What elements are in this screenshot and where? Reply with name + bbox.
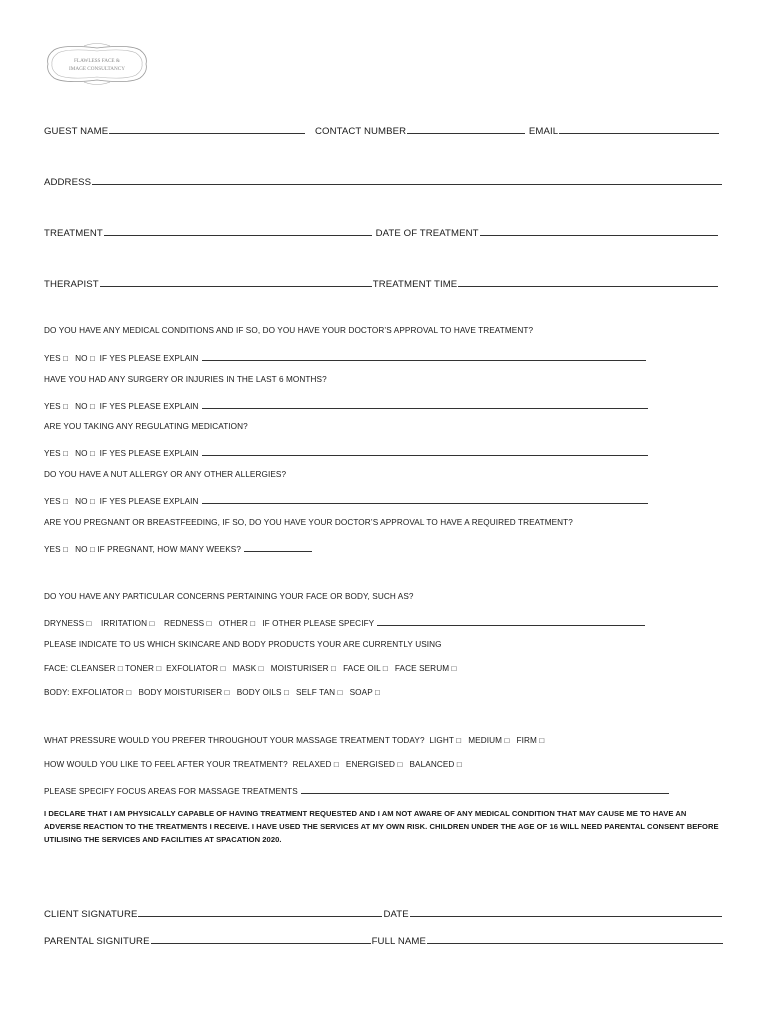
question-medical-conditions: DO YOU HAVE ANY MEDICAL CONDITIONS AND IF SO, DO YOU HAVE YOUR DOCTOR’S APPROVAL TO HAVE TREATMENT? xyxy=(44,326,534,335)
declaration-text: I DECLARE THAT I AM PHYSICALLY CAPABLE OF HAVING TREATMENT REQUESTED AND I AM NOT AWARE OF ANY MEDICAL CONDITION THAT MAY CAUSE ME TO HAVE AN ADVERSE REACTION TO THE TREATMENTS I RECEIVE. I HAVE USED THE SERVICES AT MY OWN RISK. CHILDREN UNDER THE AGE OF 16 WILL NEED PARENTAL CONSENT BEFORE UTILISING THE SERVICES AND FACILITIES AT SPACATION 2020. xyxy=(44,809,719,844)
explain-label: IF YES PLEASE EXPLAIN xyxy=(99,354,199,363)
body-oils-label: BODY OILS xyxy=(236,688,282,697)
question-pregnant: ARE YOU PREGNANT OR BREASTFEEDING, IF SO, DO YOU HAVE YOUR DOCTOR’S APPROVAL TO HAVE A REQUIRED TREATMENT? xyxy=(44,518,573,527)
guest-name-field[interactable] xyxy=(109,124,305,134)
explain-field[interactable] xyxy=(202,351,646,361)
dryness-label: DRYNESS xyxy=(44,619,85,628)
yes-checkbox[interactable]: □ xyxy=(63,402,68,411)
redness-label: REDNESS xyxy=(163,619,205,628)
toner-checkbox[interactable]: □ xyxy=(156,664,162,673)
explain-field[interactable] xyxy=(202,399,648,409)
face-oil-label: FACE OIL xyxy=(343,664,381,673)
client-signature-label: CLIENT SIGNATURE xyxy=(44,909,138,920)
address-field[interactable] xyxy=(92,175,722,185)
medium-checkbox[interactable]: □ xyxy=(504,736,510,745)
firm-label: FIRM xyxy=(516,736,537,745)
logo-text-line1: FLAWLESS FACE & xyxy=(74,58,120,64)
yes-checkbox[interactable]: □ xyxy=(63,449,68,458)
pressure-row xyxy=(44,736,544,745)
yes-label: YES xyxy=(44,354,61,363)
guest-name-label: GUEST NAME xyxy=(44,126,109,137)
other-checkbox[interactable]: □ xyxy=(250,619,256,628)
no-label: NO xyxy=(75,402,88,411)
explain-label: IF YES PLEASE EXPLAIN xyxy=(99,449,199,458)
energised-checkbox[interactable]: □ xyxy=(397,760,403,769)
soap-checkbox[interactable]: □ xyxy=(375,688,380,697)
question-allergies: DO YOU HAVE A NUT ALLERGY OR ANY OTHER ALLERGIES? xyxy=(44,470,287,479)
face-serum-label: FACE SERUM xyxy=(394,664,450,673)
energised-label: ENERGISED xyxy=(345,760,396,769)
therapist-field[interactable] xyxy=(100,277,372,287)
logo-text-line2: IMAGE CONSULTANCY xyxy=(68,66,126,72)
no-checkbox[interactable]: □ xyxy=(89,545,95,554)
other-specify-label: IF OTHER PLEASE SPECIFY xyxy=(262,619,375,628)
other-specify-field[interactable] xyxy=(377,616,645,626)
treatment-field[interactable] xyxy=(104,226,372,236)
body-exfoliator-label: EXFOLIATOR xyxy=(71,688,125,697)
exfoliator-label: EXFOLIATOR xyxy=(166,664,219,673)
body-moisturiser-label: BODY MOISTURISER xyxy=(138,688,223,697)
contact-number-field[interactable] xyxy=(407,124,525,134)
no-checkbox[interactable]: □ xyxy=(89,402,95,411)
date-of-treatment-field[interactable] xyxy=(480,226,718,236)
pregnant-weeks-label: IF PREGNANT, HOW MANY WEEKS? xyxy=(97,545,241,554)
date-field[interactable] xyxy=(410,907,722,917)
address-row xyxy=(44,175,723,188)
mask-label: MASK xyxy=(232,664,257,673)
no-checkbox[interactable]: □ xyxy=(89,354,95,363)
relaxed-checkbox[interactable]: □ xyxy=(333,760,339,769)
yes-label: YES xyxy=(44,545,61,554)
moisturiser-label: MOISTURISER xyxy=(270,664,329,673)
answer-row-medical xyxy=(44,351,647,363)
focus-areas-field[interactable] xyxy=(301,784,669,794)
explain-label: IF YES PLEASE EXPLAIN xyxy=(99,497,199,506)
parental-signature-field[interactable] xyxy=(151,934,371,944)
therapist-row xyxy=(44,277,719,290)
soap-label: SOAP xyxy=(349,688,373,697)
dryness-checkbox[interactable]: □ xyxy=(86,619,92,628)
other-label: OTHER xyxy=(218,619,248,628)
medium-label: MEDIUM xyxy=(468,736,503,745)
cleanser-label: CLEANSER xyxy=(70,664,116,673)
self-tan-label: SELF TAN xyxy=(296,688,336,697)
date-of-treatment-label: DATE OF TREATMENT xyxy=(375,228,479,239)
moisturiser-checkbox[interactable]: □ xyxy=(331,664,336,673)
body-oils-checkbox[interactable]: □ xyxy=(283,688,289,697)
client-signature-field[interactable] xyxy=(138,907,382,917)
treatment-time-label: TREATMENT TIME xyxy=(372,279,458,290)
question-products: PLEASE INDICATE TO US WHICH SKINCARE AND BODY PRODUCTS YOUR ARE CURRENTLY USING xyxy=(44,640,442,649)
body-products-row xyxy=(44,688,380,697)
treatment-row xyxy=(44,226,719,239)
question-concerns: DO YOU HAVE ANY PARTICULAR CONCERNS PERTAINING YOUR FACE OR BODY, SUCH AS? xyxy=(44,592,414,601)
yes-label: YES xyxy=(44,402,61,411)
no-label: NO xyxy=(75,449,88,458)
therapist-label: THERAPIST xyxy=(44,279,99,290)
treatment-label: TREATMENT xyxy=(44,228,103,239)
answer-row-allergies xyxy=(44,494,649,506)
focus-areas-row xyxy=(44,784,670,796)
explain-label: IF YES PLEASE EXPLAIN xyxy=(99,402,199,411)
treatment-time-field[interactable] xyxy=(458,277,718,287)
cleanser-checkbox[interactable]: □ xyxy=(117,664,123,673)
body-exfoliator-checkbox[interactable]: □ xyxy=(126,688,132,697)
address-label: ADDRESS xyxy=(44,177,92,188)
exfoliator-checkbox[interactable]: □ xyxy=(220,664,226,673)
email-label: EMAIL xyxy=(528,126,559,137)
balanced-label: BALANCED xyxy=(409,760,455,769)
question-pressure: WHAT PRESSURE WOULD YOU PREFER THROUGHOUT YOUR MASSAGE TREATMENT TODAY? xyxy=(44,736,425,745)
company-logo xyxy=(44,42,150,86)
no-checkbox[interactable]: □ xyxy=(89,497,95,506)
explain-field[interactable] xyxy=(202,494,648,504)
no-label: NO xyxy=(75,497,88,506)
irritation-label: IRRITATION xyxy=(100,619,148,628)
no-label: NO xyxy=(75,354,88,363)
irritation-checkbox[interactable]: □ xyxy=(149,619,155,628)
balanced-checkbox[interactable]: □ xyxy=(456,760,462,769)
face-products-row xyxy=(44,664,456,673)
question-medication: ARE YOU TAKING ANY REGULATING MEDICATION? xyxy=(44,422,248,431)
contact-number-label: CONTACT NUMBER xyxy=(315,126,407,137)
light-checkbox[interactable]: □ xyxy=(456,736,462,745)
yes-label: YES xyxy=(44,449,61,458)
relaxed-label: RELAXED xyxy=(292,760,332,769)
full-name-field[interactable] xyxy=(427,934,723,944)
yes-label: YES xyxy=(44,497,61,506)
toner-label: TONER xyxy=(125,664,155,673)
firm-checkbox[interactable]: □ xyxy=(539,736,545,745)
redness-checkbox[interactable]: □ xyxy=(206,619,212,628)
body-moisturiser-checkbox[interactable]: □ xyxy=(224,688,230,697)
full-name-label: FULL NAME xyxy=(371,936,426,947)
explain-field[interactable] xyxy=(202,446,648,456)
light-label: LIGHT xyxy=(429,736,454,745)
body-label: BODY: xyxy=(44,688,70,697)
client-signature-row xyxy=(44,907,723,920)
self-tan-checkbox[interactable]: □ xyxy=(337,688,343,697)
answer-row-pregnant xyxy=(44,542,313,554)
answer-row-surgery xyxy=(44,399,649,411)
question-feel: HOW WOULD YOU LIKE TO FEEL AFTER YOUR TREATMENT? xyxy=(44,760,288,769)
answer-row-medication xyxy=(44,446,649,458)
question-surgery: HAVE YOU HAD ANY SURGERY OR INJURIES IN THE LAST 6 MONTHS? xyxy=(44,375,327,384)
guest-contact-email-row xyxy=(44,124,720,137)
face-serum-checkbox[interactable]: □ xyxy=(451,664,457,673)
face-label: FACE: xyxy=(44,664,69,673)
yes-checkbox[interactable]: □ xyxy=(63,545,68,554)
no-label: NO xyxy=(75,545,88,554)
concerns-options-row xyxy=(44,616,646,628)
no-checkbox[interactable]: □ xyxy=(89,449,95,458)
parental-signature-row xyxy=(44,934,724,947)
yes-checkbox[interactable]: □ xyxy=(63,354,68,363)
date-label: DATE xyxy=(383,909,409,920)
email-field[interactable] xyxy=(559,124,719,134)
feel-row xyxy=(44,760,462,769)
face-oil-checkbox[interactable]: □ xyxy=(382,664,388,673)
yes-checkbox[interactable]: □ xyxy=(63,497,68,506)
question-focus-areas: PLEASE SPECIFY FOCUS AREAS FOR MASSAGE TREATMENTS xyxy=(44,787,298,796)
parental-signature-label: PARENTAL SIGNITURE xyxy=(44,936,150,947)
pregnant-weeks-field[interactable] xyxy=(244,542,312,552)
mask-checkbox[interactable]: □ xyxy=(258,664,264,673)
